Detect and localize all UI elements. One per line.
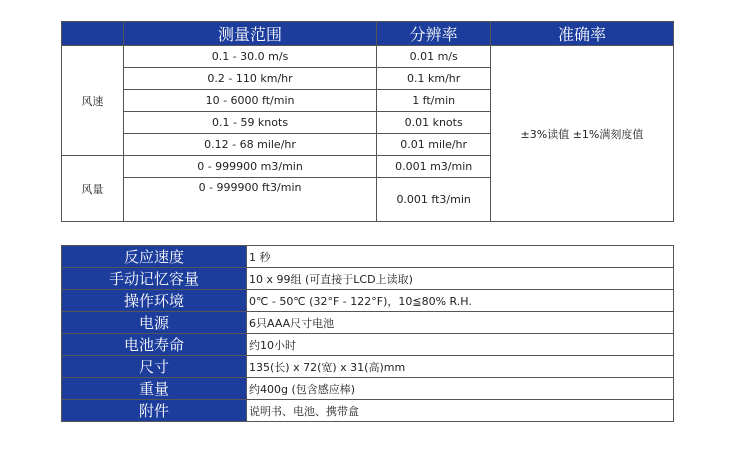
info-value: 0℃ - 50℃ (32°F - 122°F)，10≦80% R.H. [247, 290, 674, 312]
range-cell: 0.12 - 68 mile/hr [123, 134, 377, 156]
resolution-cell: 0.01 mile/hr [377, 134, 491, 156]
table-row [62, 268, 674, 290]
range-cell: 0.2 - 110 km/hr [123, 68, 377, 90]
resolution-cell: 0.001 ft3/min [377, 178, 491, 222]
accuracy-cell: ±3%读值 ±1%满刻度值 [490, 46, 673, 222]
table-row [62, 246, 674, 268]
range-cell: 0.1 - 30.0 m/s [123, 46, 377, 68]
resolution-cell: 0.001 m3/min [377, 156, 491, 178]
resolution-cell: 1 ft/min [377, 90, 491, 112]
header-range: 测量范围 [123, 22, 377, 46]
header-accuracy: 准确率 [490, 22, 673, 46]
info-label: 尺寸 [62, 356, 247, 378]
info-label: 重量 [62, 378, 247, 400]
table-row [62, 356, 674, 378]
header-resolution: 分辨率 [377, 22, 491, 46]
header-blank-cell [62, 22, 124, 46]
range-cell: 0.1 - 59 knots [123, 112, 377, 134]
info-value: 约400g (包含感应棒) [247, 378, 674, 400]
info-table [61, 245, 674, 422]
range-cell: 0 - 999900 m3/min [123, 156, 377, 178]
info-label: 电池寿命 [62, 334, 247, 356]
specs-table [61, 21, 674, 222]
info-value: 1 秒 [247, 246, 674, 268]
range-cell: 0 - 999900 ft3/min [123, 178, 377, 222]
info-value: 约10小时 [247, 334, 674, 356]
specs-header-row [62, 22, 674, 46]
range-cell: 10 - 6000 ft/min [123, 90, 377, 112]
info-label: 附件 [62, 400, 247, 422]
info-label: 电源 [62, 312, 247, 334]
resolution-cell: 0.1 km/hr [377, 68, 491, 90]
table-row [62, 334, 674, 356]
category-wind-speed: 风速 [62, 46, 124, 156]
info-label: 操作环境 [62, 290, 247, 312]
table-row [62, 312, 674, 334]
table-row [62, 46, 674, 68]
info-label: 手动记忆容量 [62, 268, 247, 290]
table-row [62, 400, 674, 422]
info-value: 135(长) x 72(宽) x 31(高)mm [247, 356, 674, 378]
resolution-cell: 0.01 m/s [377, 46, 491, 68]
category-air-volume: 风量 [62, 156, 124, 222]
table-row [62, 378, 674, 400]
info-value: 6只AAA尺寸电池 [247, 312, 674, 334]
table-row [62, 290, 674, 312]
info-value: 说明书、电池、携带盒 [247, 400, 674, 422]
info-value: 10 x 99组 (可直接于LCD上读取) [247, 268, 674, 290]
resolution-cell: 0.01 knots [377, 112, 491, 134]
info-label: 反应速度 [62, 246, 247, 268]
